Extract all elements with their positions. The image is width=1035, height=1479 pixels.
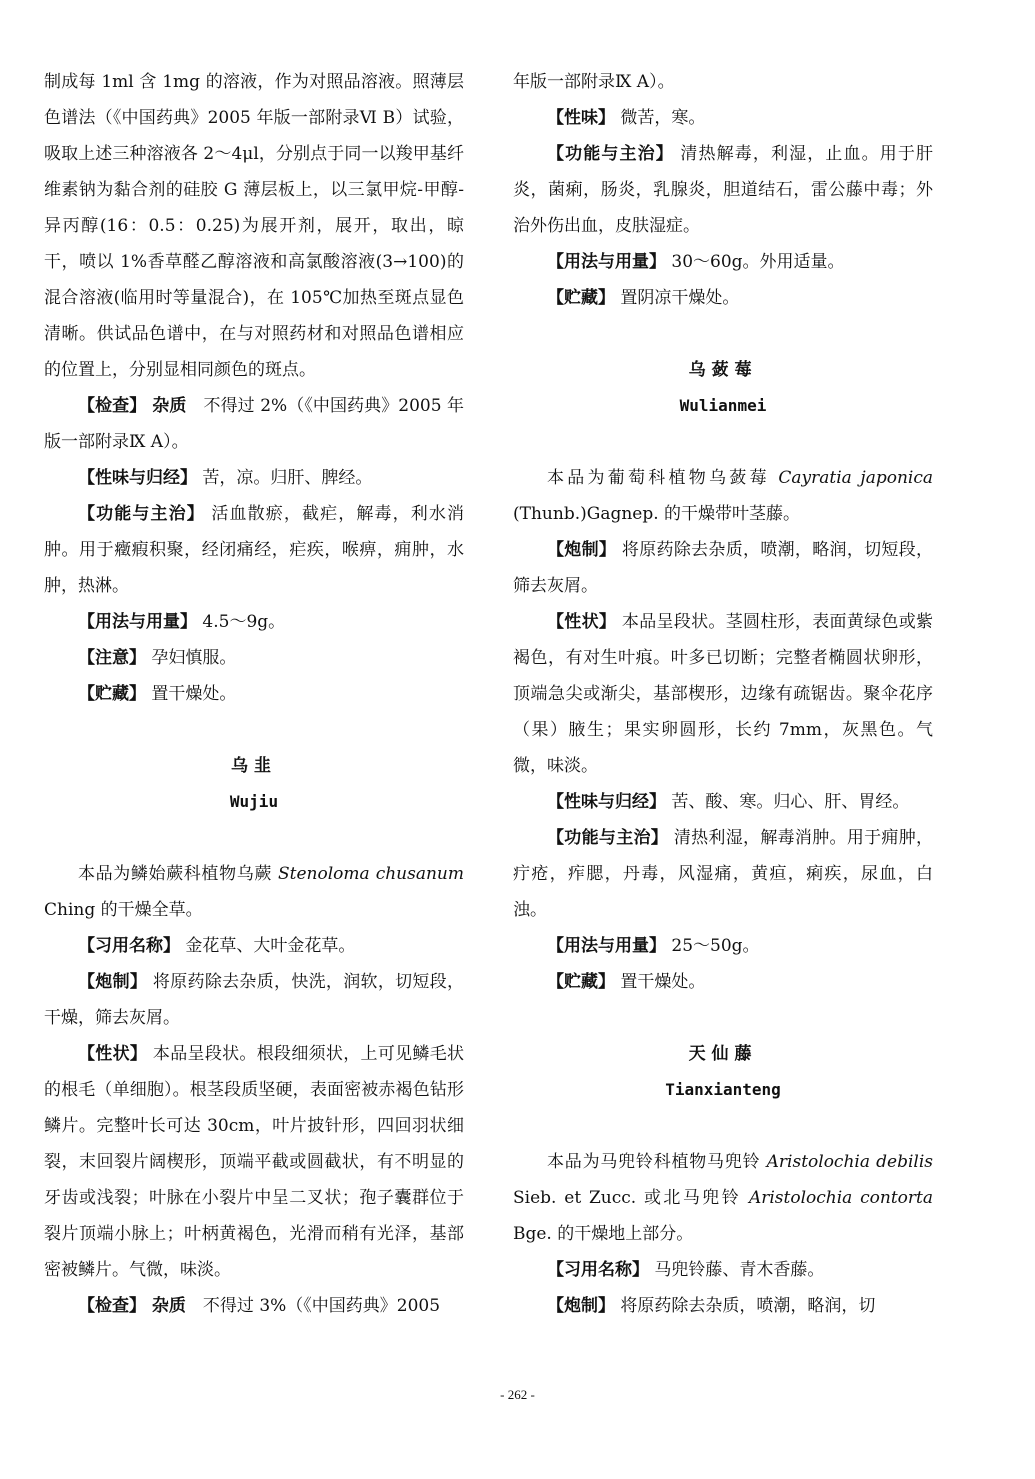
paozhi-label: 【炮制】 (547, 540, 617, 560)
left-yongfa (44, 604, 464, 640)
gongneng-text: 清热解毒，利湿，止血。用于肝炎，菌痢，肠炎，乳腺炎，胆道结石，雷公藤中毒；外治外伤出血，皮肤湿症。 (513, 144, 934, 236)
intro-tail: Ching 的干燥全草。 (44, 900, 203, 920)
xingzhuang-label: 【性状】 (547, 612, 617, 632)
zhucang-label: 【贮藏】 (547, 288, 615, 308)
left-xingwei (44, 460, 464, 496)
wulianmei-zhucang (513, 964, 933, 1000)
gongneng-text: 清热利湿，解毒消肿。用于痈肿，疔疮，痄腮，丹毒，风湿痛，黄疸，痢疾，尿血，白浊。 (513, 828, 934, 920)
gongneng-text: 活血散瘀，截疟，解毒，利水消肿。用于癥瘕积聚，经闭痛经，疟疾，喉痹，痈肿，水肿，热淋。 (44, 504, 465, 596)
wulianmei-intro (513, 460, 933, 532)
wulianmei-gongneng (513, 820, 933, 928)
gongneng-label: 【功能与主治】 (547, 828, 669, 848)
wujiu-intro (44, 856, 464, 928)
left-gongneng (44, 496, 464, 604)
zhucang-label: 【贮藏】 (547, 972, 615, 992)
xingwei-text: 苦，凉。归肝、脾经。 (202, 468, 373, 488)
intro-mid: Sieb. et Zucc. 或北马兜铃 (513, 1188, 742, 1208)
wulianmei-xingzhuang (513, 604, 933, 784)
gongneng-label: 【功能与主治】 (78, 504, 205, 524)
entry-title-tianxianteng: 天仙藤 (688, 1044, 758, 1064)
wujiu-jiancha (44, 1288, 464, 1324)
paozhi-label: 【炮制】 (78, 972, 148, 992)
yongfa-text: 25～50g。 (671, 936, 760, 956)
xingzhuang-text: 本品呈段状。根段细须状，上可见鳞毛状的根毛（单细胞）。根茎段质坚硬，表面密被赤褐色钻形鳞片。完整叶长可达 30cm，叶片披针形，四回羽状细裂，末回裂片阔楔形，顶端平截或圆截状，有不明显的牙齿或浅裂；叶脉在小裂片中呈二叉状；孢子囊群位于裂片顶端小脉上；叶柄黄褐色，光滑而稍有光泽，基部密被鳞片。气微，味淡。 (44, 1044, 465, 1280)
zhucang-text: 置干燥处。 (151, 684, 237, 704)
gongneng-label: 【功能与主治】 (547, 144, 674, 164)
paozhi-label: 【炮制】 (547, 1296, 615, 1316)
zhucang-text: 置干燥处。 (620, 972, 706, 992)
zhucang-label: 【贮藏】 (78, 684, 146, 704)
yongfa-label: 【用法与用量】 (547, 936, 666, 956)
zhucang-text: 置阴凉干燥处。 (620, 288, 740, 308)
right-continuation: 年版一部附录Ⅸ A）。 (513, 72, 675, 92)
latin-name: Cayratia japonica (778, 468, 934, 488)
latin-name: Aristolochia debilis (766, 1152, 934, 1172)
xiyong-text: 金花草、大叶金花草。 (185, 936, 356, 956)
right-zhucang (513, 280, 933, 316)
wulianmei-paozhi (513, 532, 933, 604)
xiyong-label: 【习用名称】 (78, 936, 180, 956)
xiyong-text: 马兜铃藤、青木香藤。 (654, 1260, 825, 1280)
wujiu-xiyong (44, 928, 464, 964)
xingzhuang-text: 本品呈段状。茎圆柱形，表面黄绿色或紫褐色，有对生叶痕。叶多已切断；完整者椭圆状卵形，顶端急尖或渐尖，基部楔形，边缘有疏锯齿。聚伞花序（果）腋生；果实卵圆形，长约 7mm，灰黑色。气微，味淡。 (513, 612, 934, 776)
entry-title-wujiu: 乌韭 (231, 756, 277, 776)
wulianmei-xingwei (513, 784, 933, 820)
right-yongfa (513, 244, 933, 280)
entry-pinyin-wulianmei: Wulianmei (679, 396, 767, 415)
entry-pinyin-tianxianteng: Tianxianteng (665, 1080, 781, 1099)
xingwei-text: 苦、酸、寒。归心、肝、胃经。 (671, 792, 910, 812)
tianxianteng-intro (513, 1144, 933, 1252)
jiancha-label: 【检查】 杂质 (78, 1296, 186, 1316)
xingwei-label: 【性味与归经】 (547, 792, 666, 812)
yongfa-text: 4.5～9g。 (202, 612, 286, 632)
entry-title-wulianmei: 乌蔹莓 (688, 360, 758, 380)
intro-text: 本品为鳞始蕨科植物乌蕨 (78, 864, 272, 884)
tianxianteng-paozhi (513, 1288, 933, 1324)
intro-tail: Bge. 的干燥地上部分。 (513, 1224, 694, 1244)
wujiu-xingzhuang (44, 1036, 464, 1288)
jiancha-text: 不得过 3%（《中国药典》2005 (202, 1296, 441, 1316)
paozhi-text: 将原药除去杂质，喷潮，略润，切短段，筛去灰屑。 (513, 540, 934, 596)
intro-tail: (Thunb.)Gagnep. 的干燥带叶茎藤。 (513, 504, 801, 524)
right-gongneng (513, 136, 933, 244)
zhuyi-text: 孕妇慎服。 (151, 648, 237, 668)
latin-name-2: Aristolochia contorta (748, 1188, 933, 1208)
wulianmei-yongfa (513, 928, 933, 964)
left-jiancha (44, 388, 464, 460)
left-column (44, 64, 464, 1324)
yongfa-label: 【用法与用量】 (78, 612, 197, 632)
latin-name: Stenoloma chusanum (278, 864, 464, 884)
xingzhuang-label: 【性状】 (78, 1044, 148, 1064)
page-number: - 262 - (500, 1387, 535, 1402)
xiyong-label: 【习用名称】 (547, 1260, 649, 1280)
wujiu-paozhi (44, 964, 464, 1036)
zhuyi-label: 【注意】 (78, 648, 146, 668)
xingwei-text: 微苦，寒。 (620, 108, 706, 128)
left-paragraph-tlc: 制成每 1ml 含 1mg 的溶液，作为对照品溶液。照薄层色谱法（《中国药典》2005 年版一部附录Ⅵ B）试验，吸取上述三种溶液各 2～4μl，分别点于同一以羧甲基纤维素钠为黏合剂的硅胶 G 薄层板上，以三氯甲烷-甲醇-异丙醇(16：0.5：0.25)为展开剂，展开，取出，晾干，喷以 1%香草醛乙醇溶液和高氯酸溶液(3→100)的混合溶液(临用时等量混合)，在 105℃加热至斑点显色清晰。供试品色谱中，在与对照药材和对照品色谱相应的位置上，分别显相同颜色的斑点。 (44, 72, 464, 380)
jiancha-label: 【检查】 杂质 (78, 396, 187, 416)
jiancha-text: 不得过 2%（《中国药典》2005 年版一部附录Ⅸ A）。 (44, 396, 465, 452)
xingwei-label: 【性味与归经】 (78, 468, 197, 488)
entry-pinyin-wujiu: Wujiu (229, 792, 279, 811)
yongfa-label: 【用法与用量】 (547, 252, 666, 272)
paozhi-text: 将原药除去杂质，喷潮，略润，切 (620, 1296, 876, 1316)
tianxianteng-xiyong (513, 1252, 933, 1288)
right-xingwei (513, 100, 933, 136)
intro-text: 本品为葡萄科植物乌蔹莓 (547, 468, 770, 488)
left-zhuyi (44, 640, 464, 676)
paozhi-text: 将原药除去杂质，快洗，润软，切短段，干燥，筛去灰屑。 (44, 972, 465, 1028)
yongfa-text: 30～60g。外用适量。 (671, 252, 845, 272)
xingwei-label: 【性味】 (547, 108, 615, 128)
right-column (513, 64, 933, 1324)
left-zhucang (44, 676, 464, 712)
intro-text: 本品为马兜铃科植物马兜铃 (547, 1152, 761, 1172)
